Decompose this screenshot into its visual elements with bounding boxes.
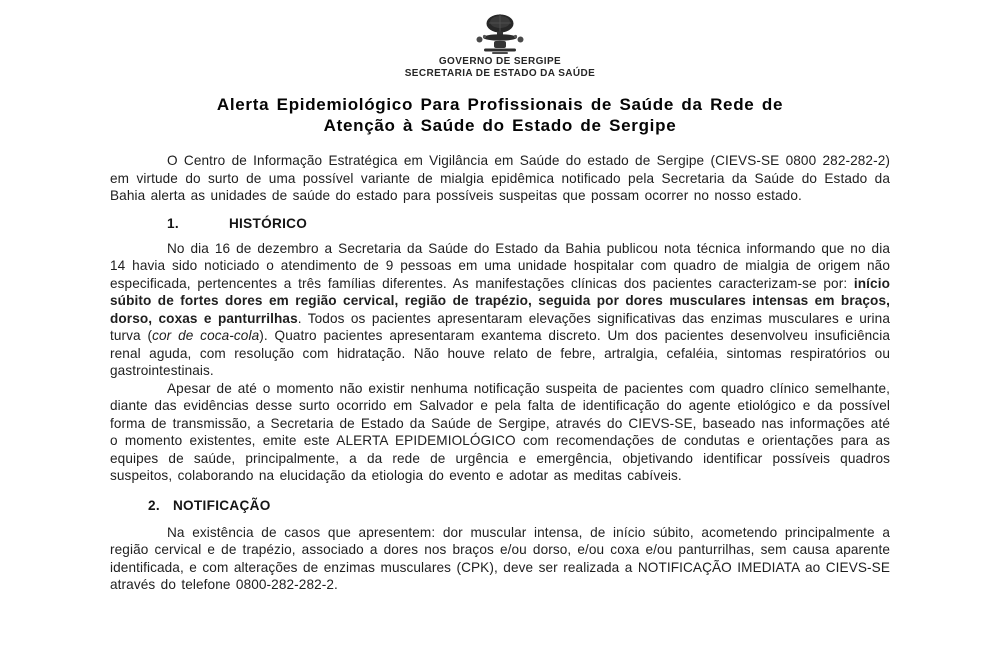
paragraph-historico	[110, 240, 890, 380]
paragraph-notificacao	[110, 524, 890, 594]
section-heading-notificacao	[110, 498, 890, 513]
document-title-line1: Alerta Epidemiológico Para Profissionais de Saúde da Rede de	[216, 95, 784, 114]
document-body	[110, 152, 890, 594]
section-number: 2.	[148, 497, 160, 513]
text-run: cor de coca-cola	[152, 328, 260, 343]
org-name-line2: SECRETARIA DE ESTADO DA SAÚDE	[404, 68, 596, 79]
text-run: início súbito de fortes dores em região cervical, região de trapézio, seguida por dores musculares intensas em braços, dorso, coxas e panturrilhas	[110, 275, 890, 326]
paragraph-apesar	[110, 380, 890, 485]
text-run: ). Quatro pacientes apresentaram exantema discreto. Um dos pacientes desenvolveu insuficiência renal aguda, com resolução com hidratação. Não houve relato de febre, artralgia, cefaléia, sintomas respiratórios ou gastrointestinais.	[110, 328, 890, 378]
section-heading-historico	[110, 216, 890, 231]
letterhead	[0, 0, 1000, 80]
coat-of-arms-icon	[0, 12, 1000, 56]
section-label: HISTÓRICO	[228, 215, 308, 231]
text-run: Apesar de até o momento não existir nenhuma notificação suspeita de pacientes com quadro clínico semelhante, diante das evidências desse surto ocorrido em Salvador e pela falta de identificação do agente etiológico e da possível forma de transmissão, a Secretaria de Estado da Saúde de Sergipe, através do CIEVS-SE, baseado nas informações até o momento existentes, emite este ALERTA EPIDEMIOLÓGICO com recomendações de condutas e orientações para as equipes de saúde, principalmente, a da rede de urgência e emergência, objetivando identificar possíveis quadros suspeitos, colaborando na elucidação da etiologia do evento e adotar as meditas cabíveis.	[110, 380, 890, 483]
text-run: Na existência de casos que apresentem: dor muscular intensa, de início súbito, acometendo principalmente a região cervical e de trapézio, associado a dores nos braços e/ou dorso, e/ou coxa e/ou panturrilhas, sem causa aparente identificada, e com alterações de enzimas musculares (CPK), deve ser realizada a NOTIFICAÇÃO IMEDIATA ao CIEVS-SE através do telefone 0800-282-282-2.	[110, 524, 890, 592]
org-name-line1: GOVERNO DE SERGIPE	[438, 56, 562, 67]
document-title-line2: Atenção à Saúde do Estado de Sergipe	[323, 116, 677, 135]
paragraph-intro	[110, 152, 890, 205]
text-run: . Todos os pacientes apresentaram elevações significativas das enzimas musculares e urina turva (	[110, 310, 890, 343]
section-label: NOTIFICAÇÃO	[172, 497, 271, 513]
text-run: O Centro de Informação Estratégica em Vigilância em Saúde do estado de Sergipe (CIEVS-SE 0800 282-282-2) em virtude do surto de uma possível variante de mialgia epidêmica notificado pela Secretaria da Saúde do Estado da Bahia alerta as unidades de saúde do estado para possíveis suspeitas que possam ocorrer no nosso estado.	[110, 153, 890, 203]
document-title	[120, 94, 880, 136]
section-number: 1.	[167, 215, 179, 231]
text-run: No dia 16 de dezembro a Secretaria da Saúde do Estado da Bahia publicou nota técnica informando que no dia 14 havia sido noticiado o atendimento de 9 pessoas em uma unidade hospitalar com quadro de mialgia de origem não especificada, pertencentes a três famílias diferentes. As manifestações clínicas dos pacientes caracterizam-se por:	[110, 240, 890, 291]
